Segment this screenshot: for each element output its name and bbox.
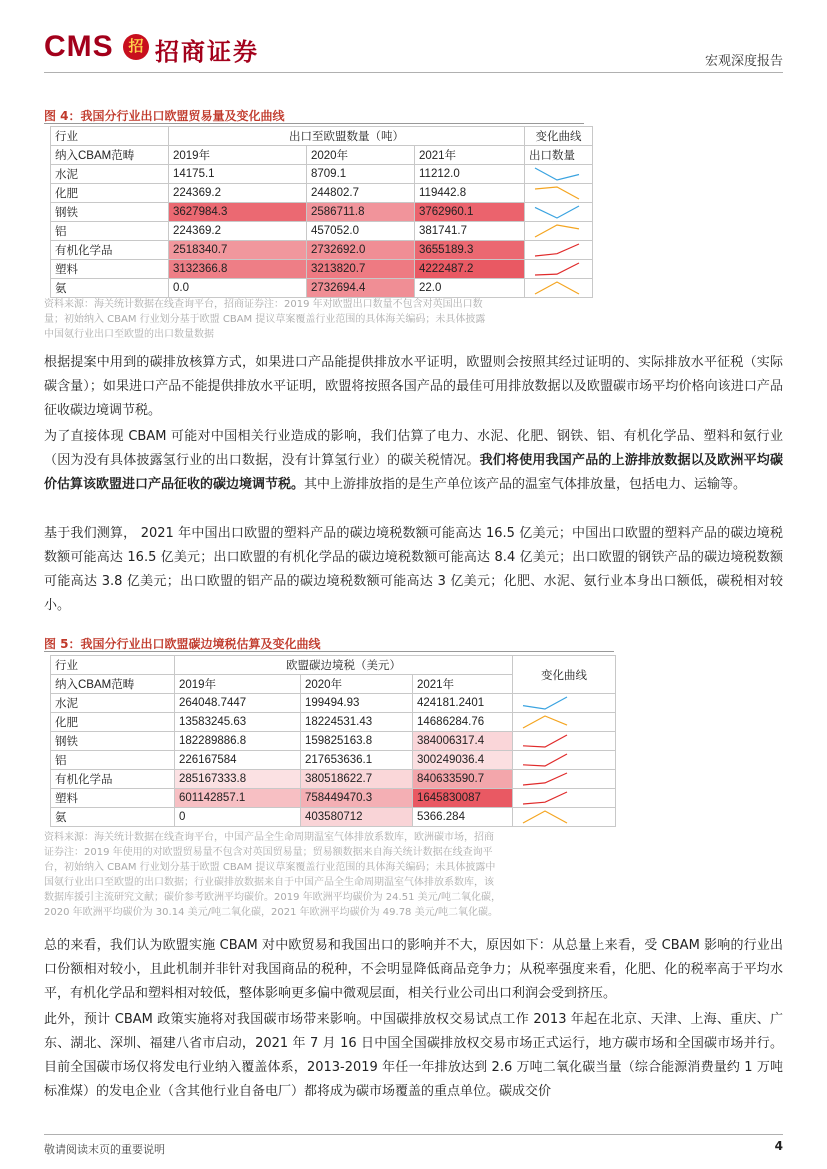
fig5-year: 2019年 bbox=[175, 675, 301, 694]
fig5-col-industry: 行业 bbox=[51, 656, 175, 675]
fig4-table bbox=[50, 126, 593, 298]
sparkline-line bbox=[535, 206, 579, 218]
data-cell: 22.0 bbox=[415, 279, 525, 298]
sparkline-chart bbox=[519, 790, 571, 806]
table-row bbox=[51, 203, 593, 222]
sparkline-line bbox=[535, 263, 579, 275]
data-cell: 13583245.63 bbox=[175, 713, 301, 732]
data-cell: 159825163.8 bbox=[301, 732, 413, 751]
sparkline-chart bbox=[531, 223, 583, 239]
page-number: 4 bbox=[774, 1139, 783, 1153]
paragraph-2 bbox=[44, 425, 783, 497]
sparkline-cell bbox=[525, 279, 593, 298]
fig5-source-line: 台，初始纳入 CBAM 行业划分基于欧盟 CBAM 提议草案覆盖行业范围的具体海关编码；未具体披露中 bbox=[44, 862, 496, 873]
sparkline-chart bbox=[531, 204, 583, 220]
row-label: 氨 bbox=[51, 808, 175, 827]
footer-divider bbox=[44, 1134, 783, 1135]
data-cell: 14686284.76 bbox=[413, 713, 513, 732]
sparkline-chart bbox=[519, 695, 571, 711]
fig5-year: 2021年 bbox=[413, 675, 513, 694]
data-cell: 2518340.7 bbox=[169, 241, 307, 260]
sparkline-cell bbox=[525, 241, 593, 260]
sparkline-cell bbox=[525, 222, 593, 241]
data-cell: 182289886.8 bbox=[175, 732, 301, 751]
data-cell: 18224531.43 bbox=[301, 713, 413, 732]
data-cell: 380518622.7 bbox=[301, 770, 413, 789]
sparkline-line bbox=[523, 754, 567, 766]
sparkline-cell bbox=[513, 694, 616, 713]
data-cell: 384006317.4 bbox=[413, 732, 513, 751]
paragraph-1: 根据提案中用到的碳排放核算方式，如果进口产品能提供排放水平证明，欧盟则会按照其经过证明的、实际排放水平征税（实际碳含量）；如果进口产品不能提供排放水平证明，欧盟将按照各国产品的最佳可用排放数据以及欧盟碳市场平均价格向该进口产品征收碳边境调节税。 bbox=[44, 355, 783, 418]
table-row bbox=[51, 184, 593, 203]
data-cell: 3132366.8 bbox=[169, 260, 307, 279]
table-row bbox=[51, 751, 616, 770]
data-cell: 381741.7 bbox=[415, 222, 525, 241]
row-label: 氨 bbox=[51, 279, 169, 298]
data-cell: 457052.0 bbox=[307, 222, 415, 241]
table-row bbox=[51, 260, 593, 279]
fig5-source-line: 数据库援引主流研究文献；碳价参考欧洲平均碳价。2019 年欧洲平均碳价为 24.51 美元/吨二氧化碳， bbox=[44, 892, 501, 903]
data-cell: 5366.284 bbox=[413, 808, 513, 827]
paragraph-5: 此外，预计 CBAM 政策实施将对我国碳市场带来影响。中国碳排放权交易试点工作 2013 年起在北京、天津、上海、重庆、广东、湖北、深圳、福建八省市启动，2021 年 7 月 16 日中国全国碳排放权交易市场正式运行，地方碳市场和全国碳市场并行。目前全国碳市场仅将发电行业纳入覆盖体系，2013-2019 年任一年排放达到 2.6 万吨二氧化碳当量（综合能源消费量约 1 万吨标准煤）的发电企业（含其他行业自备电厂）都将成为碳市场覆盖的重点单位。碳成交价 bbox=[44, 1012, 783, 1099]
sparkline-chart bbox=[531, 242, 583, 258]
row-label: 钢铁 bbox=[51, 203, 169, 222]
data-cell: 14175.1 bbox=[169, 165, 307, 184]
sparkline-chart bbox=[531, 280, 583, 296]
row-label: 塑料 bbox=[51, 789, 175, 808]
logo-cms-text: CMS bbox=[44, 30, 114, 63]
row-label: 塑料 bbox=[51, 260, 169, 279]
data-cell: 3762960.1 bbox=[415, 203, 525, 222]
paragraph-2-bold: 我们将使用我国产品的上游排放数据以及欧洲平均碳价估算该欧盟进口产品征收的碳边境调节税。 bbox=[44, 453, 783, 492]
sparkline-chart bbox=[519, 809, 571, 825]
fig5-source-line: 2020 年欧洲平均碳价为 30.14 美元/吨二氧化碳，2021 年欧洲平均碳价为 49.78 美元/吨二氧化碳。 bbox=[44, 907, 498, 918]
data-cell: 285167333.8 bbox=[175, 770, 301, 789]
fig4-source-line: 资料来源：海关统计数据在线查询平台，招商证券注：2019 年对欧盟出口数量不包含对英国出口数 bbox=[44, 299, 483, 310]
data-cell: 300249036.4 bbox=[413, 751, 513, 770]
data-cell: 601142857.1 bbox=[175, 789, 301, 808]
data-cell: 217653636.1 bbox=[301, 751, 413, 770]
data-cell: 840633590.7 bbox=[413, 770, 513, 789]
header-divider bbox=[44, 72, 783, 73]
sparkline-line bbox=[523, 811, 567, 823]
fig4-source-line: 量；初始纳入 CBAM 行业划分基于欧盟 CBAM 提议草案覆盖行业范围的具体海关编码；未具体披露 bbox=[44, 314, 486, 325]
fig5-year: 2020年 bbox=[301, 675, 413, 694]
fig4-year: 2020年 bbox=[307, 146, 415, 165]
row-label: 铝 bbox=[51, 751, 175, 770]
sparkline-line bbox=[523, 716, 567, 728]
row-label: 钢铁 bbox=[51, 732, 175, 751]
row-label: 水泥 bbox=[51, 165, 169, 184]
data-cell: 224369.2 bbox=[169, 184, 307, 203]
sparkline-cell bbox=[525, 165, 593, 184]
table-row bbox=[51, 713, 616, 732]
sparkline-line bbox=[535, 187, 579, 199]
data-cell: 119442.8 bbox=[415, 184, 525, 203]
footer-note: 敬请阅读末页的重要说明 bbox=[44, 1143, 165, 1156]
row-label: 化肥 bbox=[51, 713, 175, 732]
fig4-title: 图 4：我国分行业出口欧盟贸易量及变化曲线 bbox=[44, 109, 285, 123]
sparkline-line bbox=[535, 244, 579, 256]
fig5-source-line: 证券注：2019 年使用的对欧盟贸易量不包含对英国贸易量；贸易额数据来自海关统计数据在线查询平 bbox=[44, 847, 493, 858]
fig4-rule bbox=[44, 123, 584, 124]
data-cell: 226167584 bbox=[175, 751, 301, 770]
fig5-source-line: 国氨行业出口至欧盟的出口数据；行业碳排放数据来自于中国产品全生命周期温室气体排放系数库，该 bbox=[44, 877, 494, 888]
fig5-rule bbox=[44, 651, 614, 652]
data-cell: 11212.0 bbox=[415, 165, 525, 184]
paragraph-2-a: 为了直接体现 CBAM 可能对中国相关行业造成的影响，我们估算了电力、水泥、化肥、钢铁、铝、有机化学品、塑料和氨行业（因为没有具体披露氢行业的出口数据，没有计算氢行业）的碳关税情况。 bbox=[44, 429, 783, 468]
sparkline-chart bbox=[519, 714, 571, 730]
data-cell: 3627984.3 bbox=[169, 203, 307, 222]
data-cell: 8709.1 bbox=[307, 165, 415, 184]
data-cell: 403580712 bbox=[301, 808, 413, 827]
table-row bbox=[51, 808, 616, 827]
data-cell: 424181.2401 bbox=[413, 694, 513, 713]
sparkline-cell bbox=[513, 751, 616, 770]
data-cell: 264048.7447 bbox=[175, 694, 301, 713]
data-cell: 2586711.8 bbox=[307, 203, 415, 222]
sparkline-cell bbox=[513, 789, 616, 808]
row-label: 铝 bbox=[51, 222, 169, 241]
fig5-table bbox=[50, 655, 616, 827]
data-cell: 2732694.4 bbox=[307, 279, 415, 298]
data-cell: 758449470.3 bbox=[301, 789, 413, 808]
data-cell: 199494.93 bbox=[301, 694, 413, 713]
logo-badge-icon: 招 bbox=[123, 34, 149, 60]
paragraph-3: 基于我们测算， 2021 年中国出口欧盟的塑料产品的碳边境税数额可能高达 16.5 亿美元；中国出口欧盟的塑料产品的碳边境税数额可能高达 16.5 亿美元；出口欧盟的有机化学品的碳边境税数额可能高达 8.4 亿美元；出口欧盟的钢铁产品的碳边境税数额可能高达 3.8 亿美元；出口欧盟的铝产品的碳边境税数额可能高达 3 亿美元；化肥、水泥、氨行业本身出口额低，碳税相对较小。 bbox=[44, 526, 783, 613]
sparkline-chart bbox=[519, 771, 571, 787]
fig5-source-line: 资料来源：海关统计数据在线查询平台，中国产品全生命周期温室气体排放系数库，欧洲碳市场，招商 bbox=[44, 832, 494, 843]
fig4-source bbox=[44, 297, 604, 342]
data-cell: 3213820.7 bbox=[307, 260, 415, 279]
sparkline-chart bbox=[531, 166, 583, 182]
fig5-col-curve: 变化曲线 bbox=[513, 656, 616, 694]
table-row bbox=[51, 241, 593, 260]
table-row bbox=[51, 279, 593, 298]
data-cell: 2732692.0 bbox=[307, 241, 415, 260]
data-cell: 3655189.3 bbox=[415, 241, 525, 260]
fig5-title: 图 5：我国分行业出口欧盟碳边境税估算及变化曲线 bbox=[44, 637, 321, 651]
fig4-year: 2021年 bbox=[415, 146, 525, 165]
sparkline-line bbox=[523, 735, 567, 747]
fig5-col-group: 欧盟碳边境税（美元） bbox=[175, 656, 513, 675]
sparkline-line bbox=[535, 168, 579, 180]
row-label: 有机化学品 bbox=[51, 770, 175, 789]
doc-type-label: 宏观深度报告 bbox=[704, 54, 783, 69]
data-cell: 0.0 bbox=[169, 279, 307, 298]
sparkline-cell bbox=[513, 713, 616, 732]
sparkline-line bbox=[523, 792, 567, 804]
table-row bbox=[51, 732, 616, 751]
fig4-col-group: 出口至欧盟数量（吨） bbox=[169, 127, 525, 146]
sparkline-chart bbox=[531, 185, 583, 201]
table-row bbox=[51, 165, 593, 184]
data-cell: 244802.7 bbox=[307, 184, 415, 203]
row-label: 水泥 bbox=[51, 694, 175, 713]
data-cell: 4222487.2 bbox=[415, 260, 525, 279]
fig4-year: 2019年 bbox=[169, 146, 307, 165]
sparkline-cell bbox=[513, 808, 616, 827]
sparkline-chart bbox=[519, 733, 571, 749]
fig4-col-industry: 行业 bbox=[51, 127, 169, 146]
table-row bbox=[51, 770, 616, 789]
sparkline-line bbox=[535, 282, 579, 294]
row-label: 化肥 bbox=[51, 184, 169, 203]
data-cell: 1645830087 bbox=[413, 789, 513, 808]
sparkline-chart bbox=[531, 261, 583, 277]
company-name: 招商证券 bbox=[155, 38, 259, 66]
fig4-sub-scope: 纳入CBAM范畴 bbox=[51, 146, 169, 165]
sparkline-cell bbox=[513, 770, 616, 789]
fig5-source bbox=[44, 830, 609, 920]
sparkline-line bbox=[523, 697, 567, 709]
sparkline-cell bbox=[525, 260, 593, 279]
table-row bbox=[51, 222, 593, 241]
paragraph-4: 总的来看，我们认为欧盟实施 CBAM 对中欧贸易和我国出口的影响并不大，原因如下：从总量上来看，受 CBAM 影响的行业出口份额相对较小，且此机制并非针对我国商品的税种，不会明显降低商品竞争力；从税率强度来看，化肥、化的税率高于平均水平，有机化学品和塑料相对较低，整体影响更多偏中微观层面，相关行业公司出口利润会受到挤压。 bbox=[44, 938, 783, 1001]
sparkline-chart bbox=[519, 752, 571, 768]
sparkline-cell bbox=[525, 184, 593, 203]
data-cell: 224369.2 bbox=[169, 222, 307, 241]
fig4-source-line: 中国氨行业出口至欧盟的出口数量数据 bbox=[44, 329, 214, 340]
row-label: 有机化学品 bbox=[51, 241, 169, 260]
data-cell: 0 bbox=[175, 808, 301, 827]
fig5-sub-scope: 纳入CBAM范畴 bbox=[51, 675, 175, 694]
table-row bbox=[51, 694, 616, 713]
fig4-col-curve: 变化曲线 bbox=[525, 127, 593, 146]
fig4-sub-curve: 出口数量 bbox=[525, 146, 593, 165]
sparkline-cell bbox=[513, 732, 616, 751]
sparkline-line bbox=[535, 225, 579, 237]
paragraph-2-c: 其中上游排放指的是生产单位该产品的温室气体排放量，包括电力、运输等。 bbox=[304, 477, 747, 492]
sparkline-cell bbox=[525, 203, 593, 222]
sparkline-line bbox=[523, 773, 567, 785]
table-row bbox=[51, 789, 616, 808]
